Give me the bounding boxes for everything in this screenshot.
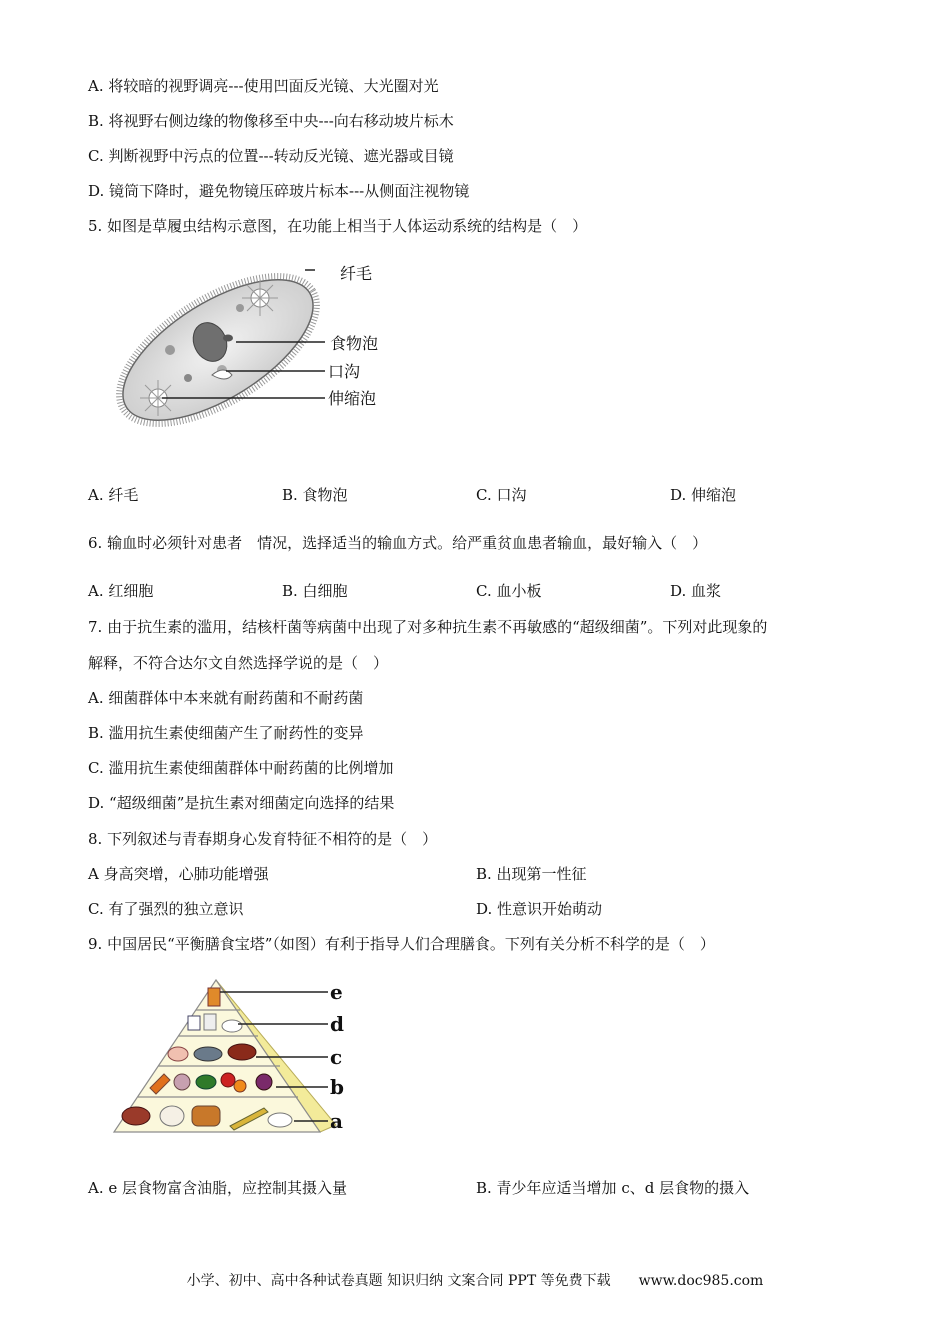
q7-option-a: A. 细菌群体中本来就有耐药菌和不耐药菌 bbox=[88, 689, 364, 707]
pyramid-label-d: d bbox=[330, 1012, 344, 1036]
q8-option-c: C. 有了强烈的独立意识 bbox=[88, 900, 244, 918]
label-contractile-vacuole: 伸缩泡 bbox=[328, 389, 377, 408]
q7-option-d: D. “超级细菌”是抗生素对细菌定向选择的结果 bbox=[88, 794, 395, 812]
q6-option-d: D. 血浆 bbox=[670, 582, 722, 600]
q5-option-c: C. 口沟 bbox=[476, 486, 527, 504]
q8-stem: 8. 下列叙述与青春期身心发育特征不相符的是（ ） bbox=[88, 830, 438, 848]
q7-option-c: C. 滥用抗生素使细菌群体中耐药菌的比例增加 bbox=[88, 759, 394, 777]
q7-stem-line1: 7. 由于抗生素的滥用，结核杆菌等病菌中出现了对多种抗生素不再敏感的“超级细菌”。下列对此现象的 bbox=[88, 618, 768, 636]
pyramid-label-a: a bbox=[330, 1109, 343, 1133]
pyramid-label-b: b bbox=[330, 1075, 344, 1099]
label-cilia: 纤毛 bbox=[340, 264, 373, 283]
q5-option-d: D. 伸缩泡 bbox=[670, 486, 737, 504]
q6-stem: 6. 输血时必须针对患者 情况，选择适当的输血方式。给严重贫血患者输血，最好输入（ ） bbox=[88, 534, 708, 552]
q5-option-b: B. 食物泡 bbox=[282, 486, 348, 504]
q6-option-c: C. 血小板 bbox=[476, 582, 542, 600]
q8-option-b: B. 出现第一性征 bbox=[476, 865, 587, 883]
q5-option-a: A. 纤毛 bbox=[88, 486, 139, 504]
food-pyramid-diagram bbox=[108, 970, 358, 1142]
q4-option-c: C. 判断视野中污点的位置---转动反光镜、遮光器或目镜 bbox=[88, 147, 454, 165]
page-footer: 小学、初中、高中各种试卷真题 知识归纳 文案合同 PPT 等免费下载 www.doc985.com bbox=[186, 1273, 764, 1289]
q8-option-a: A 身高突增，心肺功能增强 bbox=[88, 865, 269, 883]
q8-option-d: D. 性意识开始萌动 bbox=[476, 900, 603, 918]
label-oral-groove: 口沟 bbox=[328, 362, 361, 381]
label-food-vacuole: 食物泡 bbox=[330, 334, 379, 353]
q4-option-a: A. 将较暗的视野调亮---使用凹面反光镜、大光圈对光 bbox=[88, 77, 439, 95]
q4-option-d: D. 镜筒下降时，避免物镜压碎玻片标本---从侧面注视物镜 bbox=[88, 182, 470, 200]
q6-option-a: A. 红细胞 bbox=[88, 582, 154, 600]
q7-stem-line2: 解释，不符合达尔文自然选择学说的是（ ） bbox=[88, 654, 389, 672]
pyramid-label-e: e bbox=[330, 980, 343, 1004]
q9-option-a: A. e 层食物富含油脂，应控制其摄入量 bbox=[88, 1179, 348, 1197]
q9-stem: 9. 中国居民“平衡膳食宝塔”（如图）有利于指导人们合理膳食。下列有关分析不科学的是（ ） bbox=[88, 935, 715, 953]
q9-option-b: B. 青少年应适当增加 c、d 层食物的摄入 bbox=[476, 1179, 750, 1197]
q4-option-b: B. 将视野右侧边缘的物像移至中央---向右移动坡片标木 bbox=[88, 112, 454, 130]
q5-stem: 5. 如图是草履虫结构示意图，在功能上相当于人体运动系统的结构是（ ） bbox=[88, 217, 588, 235]
paramecium-diagram bbox=[100, 250, 400, 450]
pyramid-label-c: c bbox=[330, 1045, 343, 1069]
q6-option-b: B. 白细胞 bbox=[282, 582, 348, 600]
q7-option-b: B. 滥用抗生素使细菌产生了耐药性的变异 bbox=[88, 724, 364, 742]
